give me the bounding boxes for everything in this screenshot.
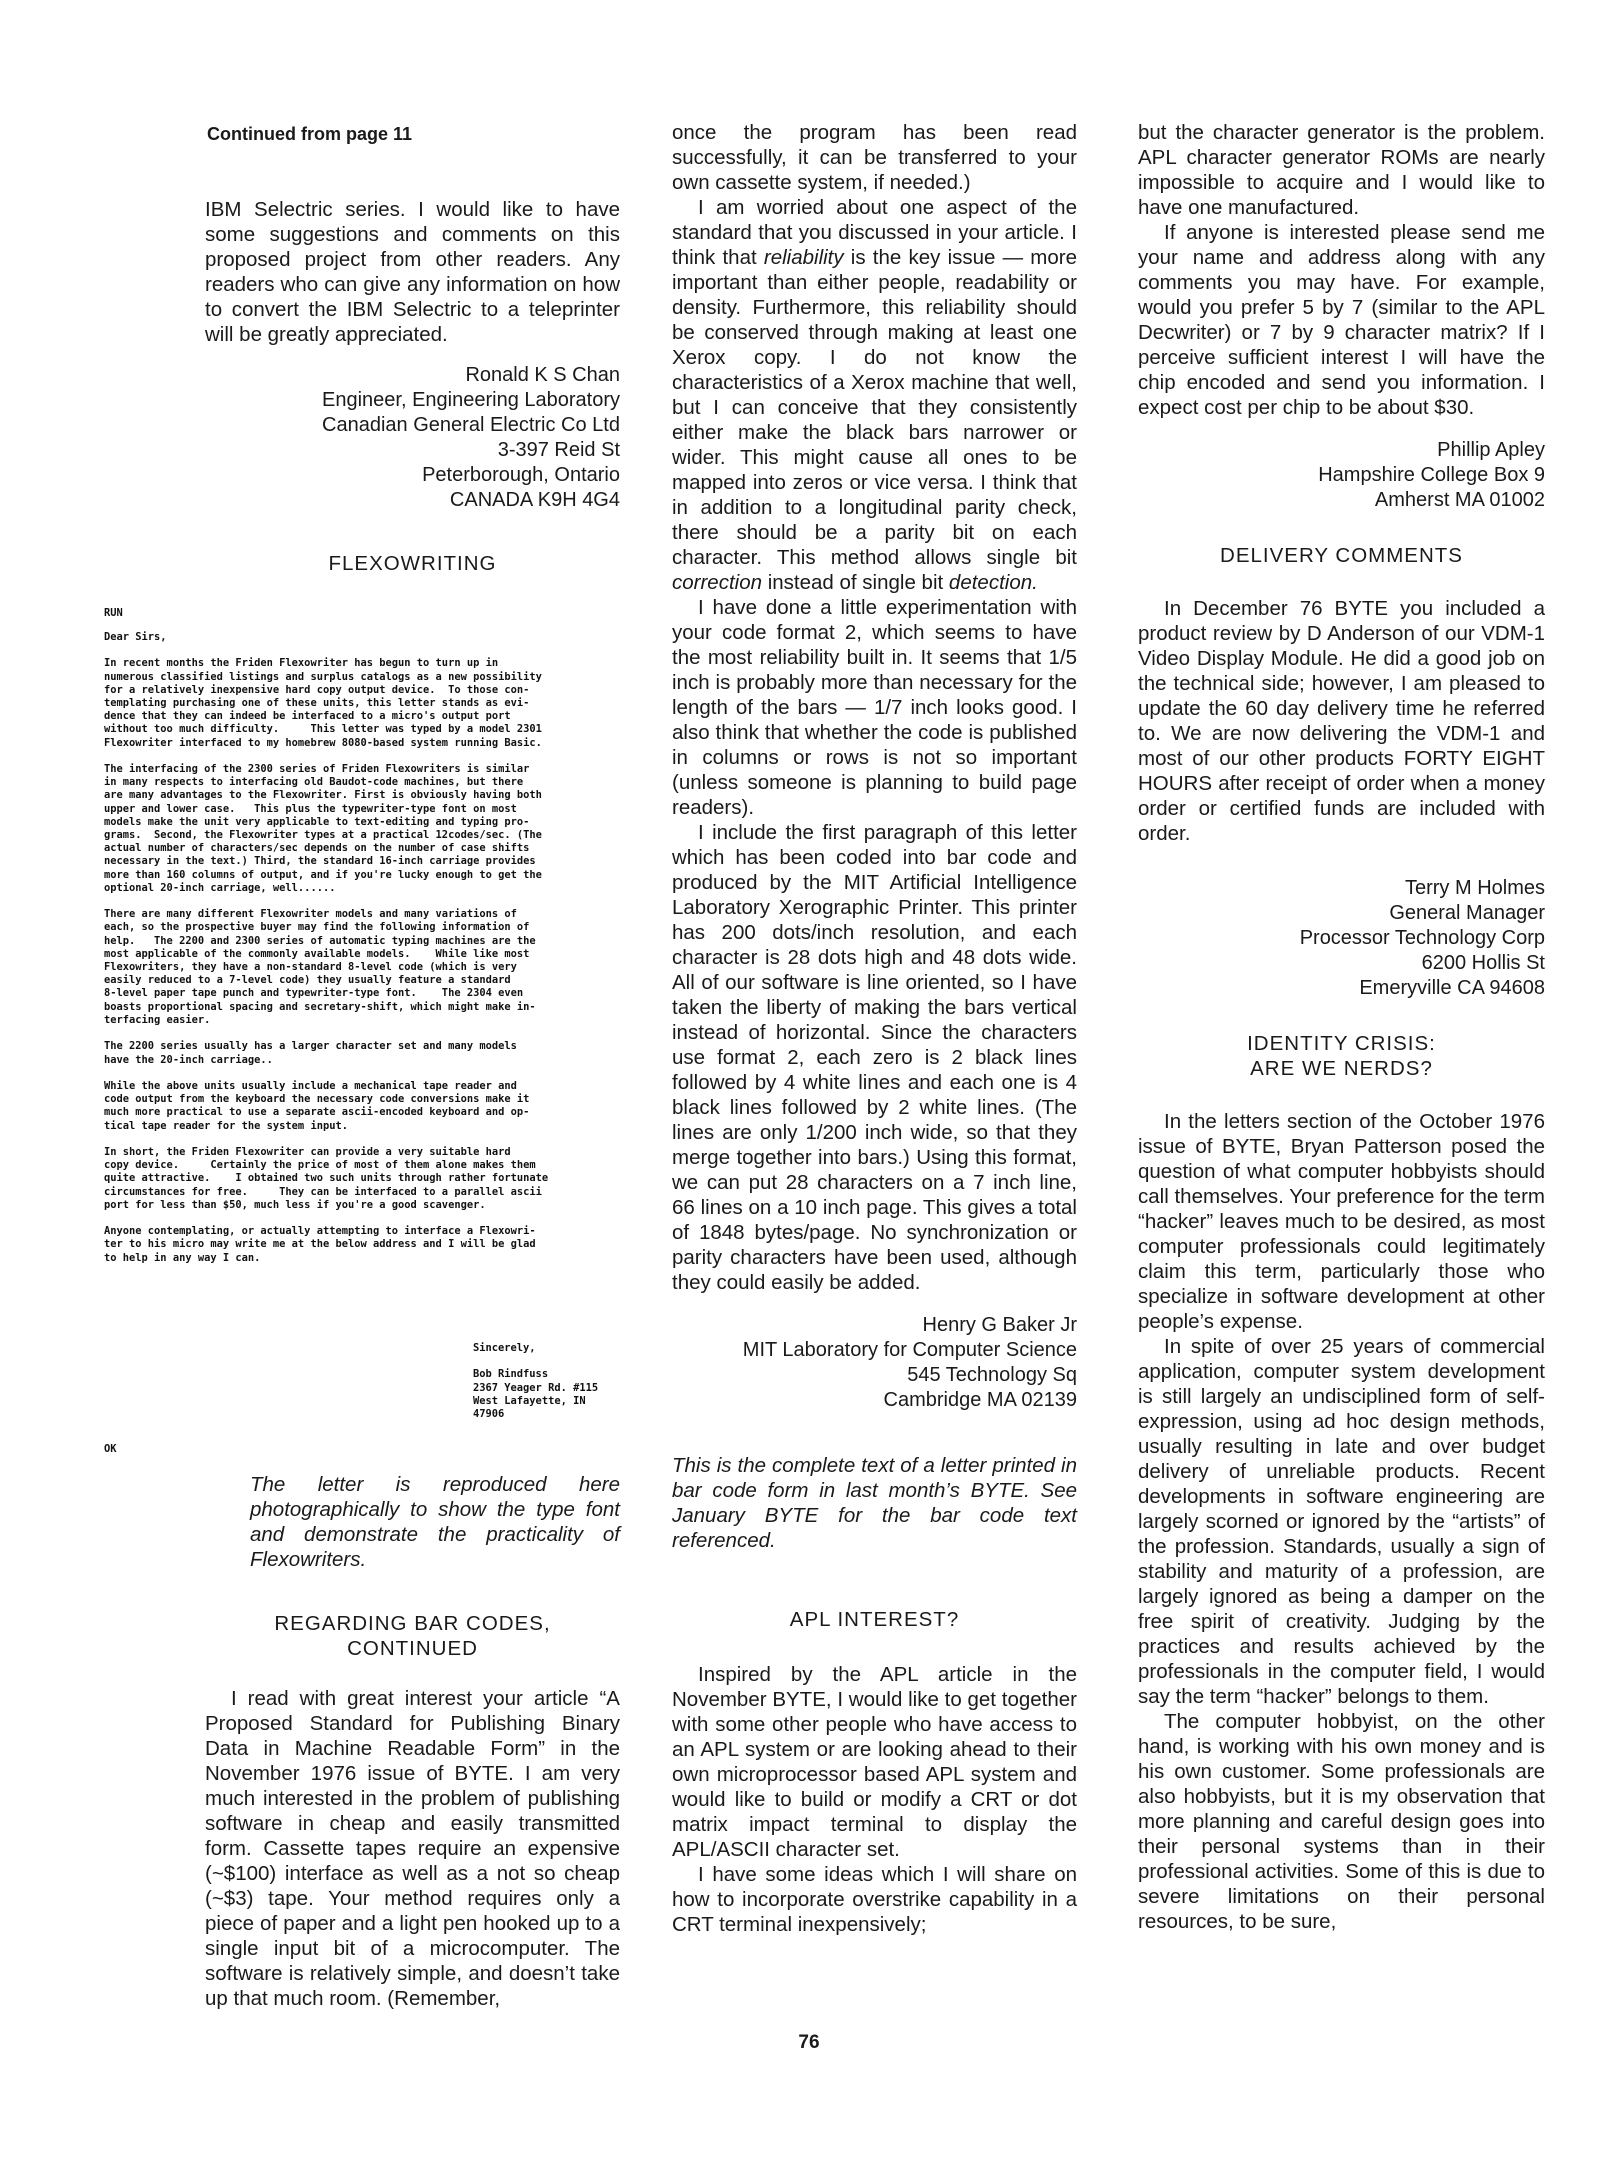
typewritten-line — [104, 1027, 619, 1040]
typewritten-line: The interfacing of the 2300 series of Friden Flexowriters is similar — [104, 763, 530, 776]
text-span: I am worried about one aspect of the standard that you discussed in your article. I think that — [672, 196, 1077, 269]
typewritten-line: Flexowriters, they have a non-standard 8-level code (which is very — [104, 961, 517, 974]
typewritten-line: without too much difficulty. This letter was typed by a model 2301 — [104, 723, 542, 736]
delivery-paragraph: In December 76 BYTE you included a product review by D Anderson of our VDM-1 Video Display Module. He did a good job on the technical side; however, I am pleased to update the 60 day delivery time he referred to. We are now delivering the VDM-1 and most of our other products FORTY EIGHT HOURS after receipt of order when a money order or certified funds are included with order. — [1138, 597, 1545, 845]
letter-intro-paragraph: IBM Selectric series. I would like to have some suggestions and comments on this proposed project from other readers. Any readers who can give any information on how to convert the IBM Selectric to a teleprinter will be greatly appreciated. — [205, 198, 620, 346]
typewritten-line: Anyone contemplating, or actually attempting to interface a Flexowri- — [104, 1225, 536, 1238]
bar-code-printer-paragraph: I include the first paragraph of this letter which has been coded into bar code and produced by the MIT Artificial Intelligence Laboratory Xerographic Printer. This printer has 200 dots/inch resolution, and each character is 28 dots high and 48 dots wide. All of our software is line oriented, so I have taken the liberty of making the bars vertical instead of horizontal. Since the characters use format 2, each zero is 2 black lines followed by 4 white lines and each one is 4 black lines followed by 2 white lines. (The lines are only 1/200 inch wide, so that they merge together into bars.) Using this format, we can put 28 characters on a 7 inch line, 66 lines on a 10 inch page. This gives a total of 1848 bytes/page. No synchronization or parity characters have been used, although they could easily be added. — [672, 821, 1077, 1294]
bar-codes-continued-paragraph: once the program has been read successfully, it can be transferred to your own cassette system, if needed.) — [672, 121, 1077, 194]
signature-line: General Manager — [1389, 902, 1545, 924]
typewritten-line: in many respects to interfacing old Baudot-code machines, but there — [104, 776, 524, 789]
column-2 — [672, 120, 1077, 1937]
signature-line: 3-397 Reid St — [497, 439, 620, 461]
typewritten-line — [104, 1067, 619, 1080]
typewritten-line — [473, 1355, 598, 1368]
typewritten-line: actual number of characters/sec depends on the number of case shifts — [104, 842, 530, 855]
typewritten-run-marker: RUN — [104, 607, 123, 619]
signature-line: MIT Laboratory for Computer Science — [742, 1339, 1077, 1361]
section-heading-are-we-nerds: ARE WE NERDS? — [1250, 1057, 1433, 1080]
typewritten-line: West Lafayette, IN — [473, 1394, 586, 1407]
typewritten-line: ter to his micro may write me at the below address and I will be glad — [104, 1238, 536, 1251]
typewritten-ok-marker: OK — [104, 1443, 117, 1455]
typewritten-line: to help in any way I can. — [104, 1251, 261, 1264]
bar-code-editor-note: This is the complete text of a letter printed in bar code form in last month’s BYTE. See January BYTE for the bar code text referenced. — [672, 1454, 1077, 1552]
typewritten-line: easily reduced to a 7-level code) they usually feature a standard — [104, 974, 511, 987]
typewritten-line: While the above units usually include a mechanical tape reader and — [104, 1079, 517, 1092]
typewritten-line: have the 20-inch carriage.. — [104, 1053, 273, 1066]
column-3 — [1138, 120, 1545, 1934]
reliability-paragraph — [672, 195, 1077, 595]
apl-request-paragraph: If anyone is interested please send me your name and address along with any comments you may have. For example, would you prefer 5 by 7 (similar to the APL Decwriter) or 7 by 9 character matrix? If I perceive sufficient interest I will have the chip encoded and send you information. I expect cost per chip to be about $30. — [1138, 221, 1545, 419]
typewritten-line: copy device. Certainly the price of most of them alone makes them — [104, 1159, 536, 1172]
typewritten-line: help. The 2200 and 2300 series of automatic typing machines are the — [104, 934, 536, 947]
signature-line: Phillip Apley — [1437, 439, 1545, 461]
typewritten-line: Bob Rindfuss — [473, 1368, 549, 1381]
emphasis: correction — [672, 571, 763, 594]
signature-line: Canadian General Electric Co Ltd — [322, 414, 620, 436]
signature-line: Terry M Holmes — [1404, 877, 1545, 899]
signature-line: Ronald K S Chan — [465, 364, 620, 386]
experimentation-paragraph: I have done a little experimentation with your code format 2, which seems to have the most reliability built in. It seems that 1/5 inch is probably more than necessary for the length of the bars — 1/7 inch looks good. I also think that whether the code is published in columns or rows is not so important (unless someone is planning to build page readers). — [672, 596, 1077, 819]
typewritten-line: quite attractive. I obtained two such units through rather fortunate — [104, 1172, 549, 1185]
typewritten-line: port for less than $50, much less if you're a good scavenger. — [104, 1198, 486, 1211]
signature-line: 6200 Hollis St — [1421, 952, 1545, 974]
signature-line: CANADA K9H 4G4 — [449, 489, 620, 511]
typewritten-line: necessary in the text.) Third, the standard 16-inch carriage provides — [104, 855, 536, 868]
column-1-lower — [250, 1472, 620, 1572]
continued-from-label: Continued from page 11 — [207, 124, 413, 144]
signature-line: Emeryville CA 94608 — [1359, 977, 1545, 999]
typewritten-line: are many advantages to the Flexowriter. First is obviously having both — [104, 789, 542, 802]
section-heading-delivery-comments: DELIVERY COMMENTS — [1220, 544, 1463, 567]
typewritten-line: most applicable of the commonly available models. While like most — [104, 947, 530, 960]
column-1-barcodes — [205, 1611, 620, 2011]
apl-ideas-paragraph: I have some ideas which I will share on how to incorporate overstrike capability in a CRT terminal inexpensively; — [672, 1863, 1077, 1936]
signature-line: Peterborough, Ontario — [422, 464, 620, 486]
typewritten-line: numerous classified listings and surplus catalogs as a new possibility — [104, 670, 542, 683]
signature-line: Cambridge MA 02139 — [883, 1389, 1077, 1411]
typewritten-line — [104, 750, 619, 763]
typewritten-line: 2367 Yeager Rd. #115 — [473, 1381, 599, 1394]
typewritten-line: In recent months the Friden Flexowriter has begun to turn up in — [104, 657, 499, 670]
page-number: 76 — [798, 2032, 820, 2053]
typewritten-line — [104, 1133, 619, 1146]
emphasis: reliability — [763, 246, 844, 269]
typewritten-line: 8-level paper tape punch and typewriter-type font. The 2304 even — [104, 987, 524, 1000]
emphasis: detection. — [948, 571, 1038, 594]
typewritten-line: code output from the keyboard the necessary code conversions make it — [104, 1093, 530, 1106]
signature-baker — [672, 1313, 1077, 1413]
identity-paragraph-1: In the letters section of the October 1976 issue of BYTE, Bryan Patterson posed the question of what computer hobbyists should call themselves. Your preference for the term “hacker” leaves much to be desired, as most computer professionals could legitimately claim this term, particularly those who specialize in software development at other people’s expense. — [1138, 1110, 1545, 1333]
signature-line: Processor Technology Corp — [1299, 927, 1545, 949]
typewritten-line: upper and lower case. This plus the typewriter-type font on most — [104, 802, 517, 815]
section-heading-identity-crisis: IDENTITY CRISIS: — [1247, 1032, 1436, 1055]
typewritten-line: There are many different Flexowriter models and many variations of — [104, 908, 517, 921]
typewritten-line: The 2200 series usually has a larger character set and many models — [104, 1040, 517, 1053]
typewritten-line: boasts proportional spacing and secretary-shift, which might make in- — [104, 1000, 536, 1013]
typewritten-line: optional 20-inch carriage, well...... — [104, 881, 336, 894]
typewritten-line: grams. Second, the Flexowriter types at a practical 12codes/sec. (The — [104, 829, 542, 842]
section-heading-bar-codes: REGARDING BAR CODES, — [274, 1612, 551, 1635]
text-span: is the key issue — more important than either people, readability or density. Furthermore, this reliability should be conserved through making at least one Xerox copy. I do not know the characteristics of a Xerox machine that well, but I can conceive that they consistently either make the black bars narrower or wider. This might cause all ones to be mapped into zeros or vice versa. I think that in addition to a longitudinal parity check, there should be a parity bit on each character. This method allows single bit — [672, 246, 1077, 569]
section-heading-flexowriting: FLEXOWRITING — [328, 552, 497, 575]
typewritten-line: templating purchasing one of these units, this letter stands as evi- — [104, 697, 530, 710]
identity-paragraph-2: In spite of over 25 years of commercial application, computer system development is still largely an undisciplined form of self-expression, using ad hoc design methods, usually resulting in late and over budget delivery of unreliable products. Recent developments in software engineering are largely scorned or ignored by the “artists” of the profession. Standards, usually a sign of stability and maturity of a profession, are largely ignored as being a damper on the free spirit of creativity. Judging by the practices and results achieved by the professionals in the computer field, I would say the term “hacker” belongs to them. — [1138, 1335, 1545, 1708]
typewritten-line: tical tape reader for the system input. — [104, 1119, 348, 1132]
bar-codes-paragraph: I read with great interest your article “A Proposed Standard for Publishing Binary Data in Machine Readable Form” in the November 1976 issue of BYTE. I am very much interested in the problem of publishing software in cheap and easily transmitted form. Cassette tapes require an expensive (~$100) interface as well as a not so cheap (~$3) tape. Your method requires only a piece of paper and a light pen hooked up to a single input bit of a microcomputer. The software is relatively simple, and doesn’t take up that much room. (Remember, — [205, 1687, 620, 2010]
typewritten-line: Sincerely, — [473, 1342, 536, 1354]
typewritten-line — [104, 644, 619, 657]
typewritten-line: more than 160 columns of output, and if you're lucky enough to get the — [104, 868, 542, 881]
typewritten-line — [104, 1212, 619, 1225]
section-heading-bar-codes-continued: CONTINUED — [347, 1637, 478, 1660]
typewritten-line: Dear Sirs, — [104, 631, 167, 643]
typewritten-line: In short, the Friden Flexowriter can provide a very suitable hard — [104, 1145, 511, 1158]
signature-apley — [1138, 438, 1545, 513]
typewritten-line: models make the unit very applicable to text-editing and typing pro- — [104, 815, 530, 828]
signature-chan — [205, 363, 620, 513]
signature-holmes — [1138, 876, 1545, 1001]
typewritten-line — [104, 895, 619, 908]
typewritten-line: each, so the prospective buyer may find the following information of — [104, 921, 530, 934]
flexowriter-caption: The letter is reproduced here photographically to show the type font and demonstrate the practicality of Flexowriters. — [250, 1473, 620, 1571]
section-heading-apl-interest: APL INTEREST? — [789, 1608, 960, 1631]
typewritten-line: much more practical to use a separate ascii-encoded keyboard and op- — [104, 1106, 530, 1119]
typewritten-line: 47906 — [473, 1408, 505, 1421]
typewritten-line: circumstances for free. They can be interfaced to a parallel ascii — [104, 1185, 542, 1198]
signature-line: Hampshire College Box 9 — [1318, 464, 1545, 486]
apl-paragraph: Inspired by the APL article in the November BYTE, I would like to get together with some other people who have access to an APL system or are looking ahead to their own microprocessor based APL system and would like to build or modify a CRT or dot matrix impact terminal to display the APL/ASCII character set. — [672, 1663, 1077, 1861]
identity-paragraph-3: The computer hobbyist, on the other hand, is working with his own money and is his own customer. Some professionals are also hobbyists, but it is my observation that more planning and careful design goes into their personal systems than in their professional activities. Some of this is due to severe limitations on their personal resources, to be sure, — [1138, 1710, 1545, 1933]
typewritten-line: dence that they can indeed be interfaced to a micro's output port — [104, 710, 511, 723]
signature-line: Amherst MA 01002 — [1374, 489, 1545, 511]
signature-line: 545 Technology Sq — [907, 1364, 1077, 1386]
typewritten-line: for a relatively inexpensive hard copy output device. To those con- — [104, 683, 530, 696]
signature-line: Henry G Baker Jr — [922, 1314, 1077, 1336]
typewritten-signature — [473, 1342, 598, 1421]
typewritten-line: Flexowriter interfaced to my homebrew 8080-based system running Basic. — [104, 736, 542, 749]
typewritten-line: terfacing easier. — [104, 1013, 211, 1026]
apl-continued-paragraph: but the character generator is the problem. APL character generator ROMs are nearly impossible to acquire and I would like to have one manufactured. — [1138, 121, 1545, 219]
text-span: instead of single bit — [762, 571, 949, 594]
signature-line: Engineer, Engineering Laboratory — [322, 389, 620, 411]
column-1 — [205, 197, 620, 576]
typewritten-letter — [104, 631, 619, 1265]
